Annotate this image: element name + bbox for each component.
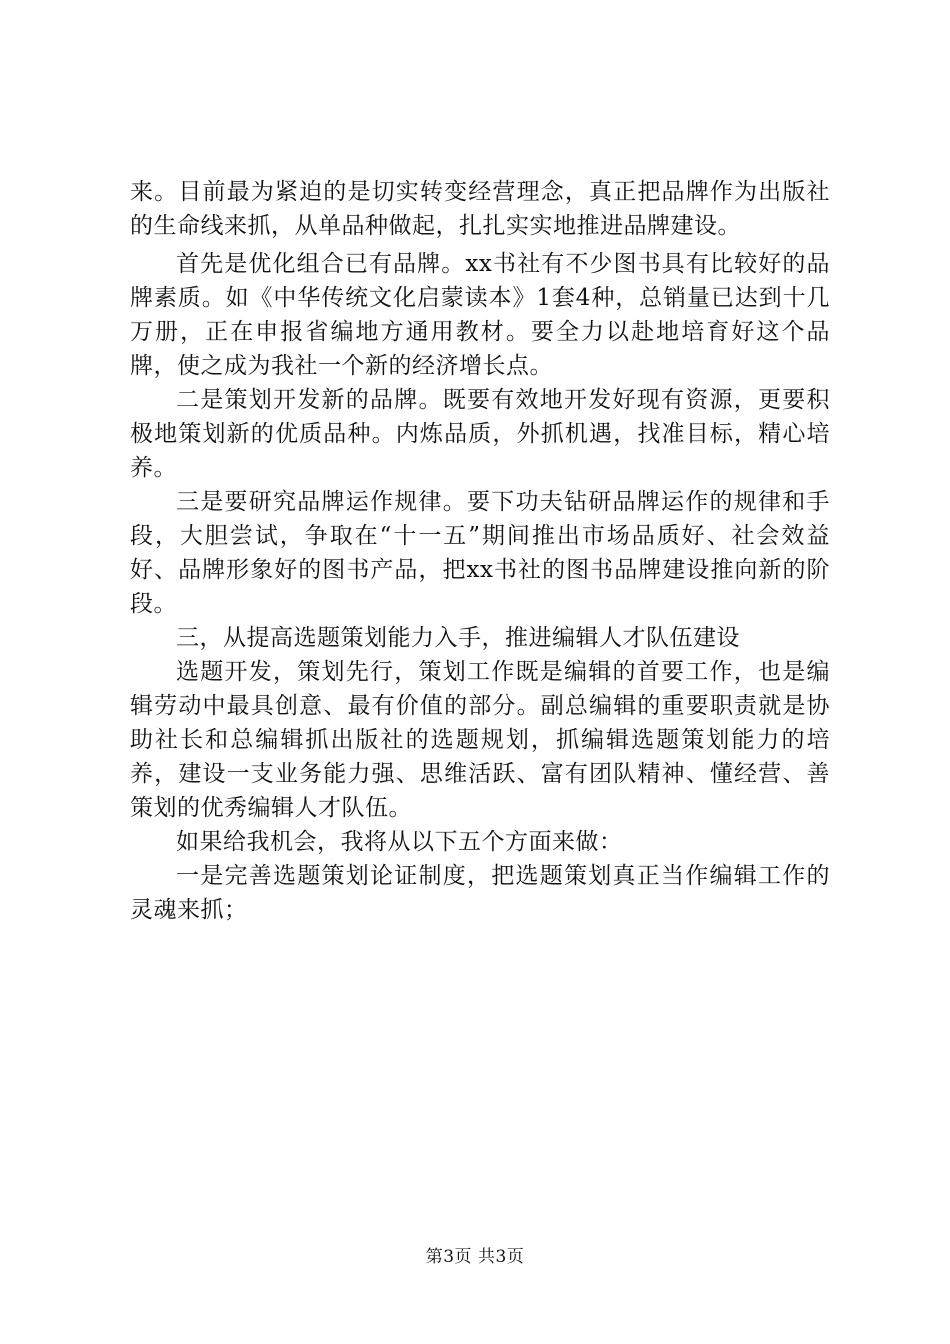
paragraph-topic-planning: 选题开发，策划先行，策划工作既是编辑的首要工作，也是编辑劳动中最具创意、最有价值的部分。副总编辑的重要职责就是协助社长和总编辑抓出版社的选题规划，抓编辑选题策划能力的培养，建设一支业务能力强、思维活跃、富有团队精神、懂经营、善策划的优秀编辑人才队伍。 bbox=[130, 659, 830, 821]
paragraph-optimize-brands: 首先是优化组合已有品牌。xx书社有不少图书具有比较好的品牌素质。如《中华传统文化启蒙读本》1套4种，总销量已达到十几万册，正在申报省编地方通用教材。要全力以赴地培育好这个品牌，使之成为我社一个新的经济增长点。 bbox=[130, 251, 830, 379]
paragraph-five-aspects: 如果给我机会，我将从以下五个方面来做： bbox=[176, 829, 623, 855]
body-text bbox=[130, 247, 830, 927]
section-heading-editorial-team: 三，从提高选题策划能力入手，推进编辑人才队伍建设 bbox=[176, 625, 740, 651]
paragraph-brand-rules: 三是要研究品牌运作规律。要下功夫钻研品牌运作的规律和手段，大胆尝试，争取在“十一五”期间推出市场品质好、社会效益好、品牌形象好的图书产品，把xx书社的图书品牌建设推向新的阶段。 bbox=[130, 489, 830, 617]
paragraph-continuation: 来。目前最为紧迫的是切实转变经营理念，真正把品牌作为出版社的生命线来抓，从单品种做起，扎扎实实地推进品牌建设。 bbox=[130, 179, 830, 239]
paragraph-first-aspect: 一是完善选题策划论证制度，把选题策划真正当作编辑工作的灵魂来抓； bbox=[130, 863, 830, 923]
continuation-block bbox=[130, 175, 830, 243]
paragraph-new-brands: 二是策划开发新的品牌。既要有效地开发好现有资源，更要积极地策划新的优质品种。内炼品质，外抓机遇，找准目标，精心培养。 bbox=[130, 387, 830, 481]
page-footer: 第3页 共3页 bbox=[425, 1247, 525, 1267]
